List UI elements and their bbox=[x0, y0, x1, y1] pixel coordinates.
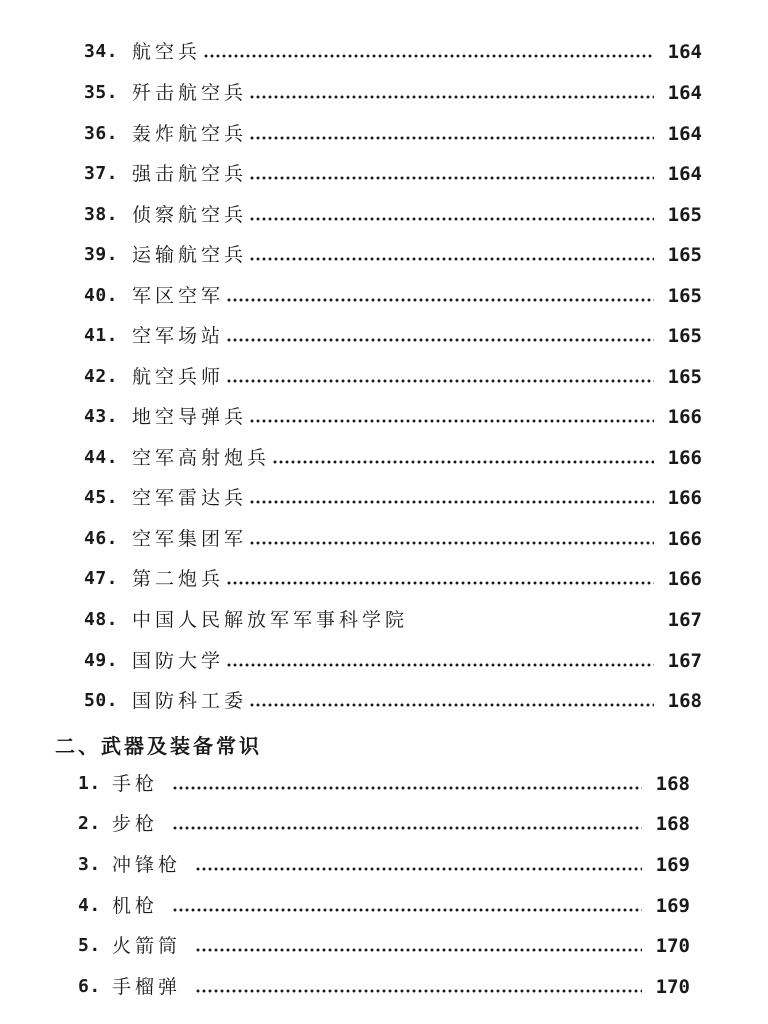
dot-leader bbox=[195, 867, 642, 871]
entry-number: 40. bbox=[84, 285, 119, 306]
entry-title: 中国人民解放军军事科学院 bbox=[132, 609, 409, 631]
entry-number: 45. bbox=[84, 487, 119, 508]
dot-leader bbox=[172, 826, 642, 830]
toc-entry bbox=[84, 158, 702, 190]
entry-page-number: 167 bbox=[667, 650, 702, 672]
entry-page-number: 166 bbox=[667, 487, 702, 509]
entry-page-number: 164 bbox=[667, 123, 702, 145]
entry-page-number: 165 bbox=[667, 325, 702, 347]
entry-page-number: 166 bbox=[667, 406, 702, 428]
entry-number: 5. bbox=[78, 935, 101, 956]
entry-number: 48. bbox=[84, 609, 119, 630]
entry-number: 39. bbox=[84, 244, 119, 265]
entry-title: 航空兵 bbox=[132, 41, 202, 63]
toc-entry bbox=[78, 890, 690, 922]
toc-entry bbox=[84, 482, 702, 514]
entry-number: 38. bbox=[84, 204, 119, 225]
entry-page-number: 164 bbox=[667, 82, 702, 104]
entry-number: 42. bbox=[84, 366, 119, 387]
entry-number: 4. bbox=[78, 895, 101, 916]
entry-number: 47. bbox=[84, 568, 119, 589]
entry-title: 地空导弹兵 bbox=[132, 406, 248, 428]
toc-entry bbox=[84, 199, 702, 231]
entry-title: 轰炸航空兵 bbox=[132, 123, 248, 145]
entry-page-number: 168 bbox=[655, 813, 690, 835]
entry-number: 43. bbox=[84, 406, 119, 427]
dot-leader bbox=[172, 908, 642, 912]
entry-number: 1. bbox=[78, 773, 101, 794]
entry-title: 步枪 bbox=[112, 813, 159, 835]
dot-leader bbox=[272, 460, 654, 464]
toc-entry bbox=[84, 442, 702, 474]
entry-title: 空军集团军 bbox=[132, 528, 248, 550]
entry-page-number: 170 bbox=[655, 976, 690, 998]
entry-number: 49. bbox=[84, 650, 119, 671]
dot-leader bbox=[203, 54, 654, 58]
entry-number: 46. bbox=[84, 528, 119, 549]
toc-entry bbox=[84, 361, 702, 393]
entry-number: 6. bbox=[78, 976, 101, 997]
entry-number: 44. bbox=[84, 447, 119, 468]
toc-entry bbox=[84, 401, 702, 433]
section-heading: 二、武器及装备常识 bbox=[55, 734, 262, 758]
entry-title: 运输航空兵 bbox=[132, 244, 248, 266]
entry-title: 国防大学 bbox=[132, 650, 225, 672]
entry-page-number: 164 bbox=[667, 41, 702, 63]
dot-leader bbox=[226, 298, 654, 302]
entry-title: 军区空军 bbox=[132, 285, 225, 307]
entry-number: 37. bbox=[84, 163, 119, 184]
entry-number: 50. bbox=[84, 690, 119, 711]
entry-page-number: 165 bbox=[667, 204, 702, 226]
entry-title: 火箭筒 bbox=[112, 935, 182, 957]
entry-page-number: 164 bbox=[667, 163, 702, 185]
dot-leader bbox=[195, 989, 642, 993]
dot-leader bbox=[249, 500, 654, 504]
entry-title: 机枪 bbox=[112, 895, 159, 917]
toc-entry bbox=[84, 645, 702, 677]
entry-page-number: 169 bbox=[655, 854, 690, 876]
entry-number: 35. bbox=[84, 82, 119, 103]
entry-page-number: 167 bbox=[667, 609, 702, 631]
entry-number: 41. bbox=[84, 325, 119, 346]
dot-leader bbox=[249, 257, 654, 261]
dot-leader bbox=[195, 948, 642, 952]
toc-entry bbox=[84, 320, 702, 352]
toc-entry bbox=[84, 77, 702, 109]
entry-page-number: 169 bbox=[655, 895, 690, 917]
entry-title: 第二炮兵 bbox=[132, 568, 225, 590]
entry-title: 空军高射炮兵 bbox=[132, 447, 271, 469]
dot-leader bbox=[249, 136, 654, 140]
entry-title: 国防科工委 bbox=[132, 690, 248, 712]
toc-entry bbox=[78, 768, 690, 800]
toc-entry bbox=[84, 239, 702, 271]
toc-entry bbox=[84, 604, 702, 636]
toc-entry bbox=[78, 849, 690, 881]
entry-page-number: 166 bbox=[667, 447, 702, 469]
entry-title: 冲锋枪 bbox=[112, 854, 182, 876]
dot-leader bbox=[172, 786, 642, 790]
dot-leader bbox=[226, 338, 654, 342]
dot-leader bbox=[226, 379, 654, 383]
dot-leader bbox=[249, 176, 654, 180]
entry-page-number: 170 bbox=[655, 935, 690, 957]
entry-number: 36. bbox=[84, 123, 119, 144]
dot-leader bbox=[226, 581, 654, 585]
toc-entry bbox=[84, 523, 702, 555]
dot-leader bbox=[249, 703, 654, 707]
entry-title: 歼击航空兵 bbox=[132, 82, 248, 104]
entry-page-number: 165 bbox=[667, 285, 702, 307]
entry-title: 手枪 bbox=[112, 773, 159, 795]
entry-page-number: 165 bbox=[667, 366, 702, 388]
dot-leader bbox=[249, 217, 654, 221]
entry-page-number: 165 bbox=[667, 244, 702, 266]
toc-entry bbox=[84, 280, 702, 312]
entry-page-number: 168 bbox=[655, 773, 690, 795]
dot-leader bbox=[249, 95, 654, 99]
entry-title: 航空兵师 bbox=[132, 366, 225, 388]
toc-entry bbox=[78, 971, 690, 1003]
toc-entry bbox=[84, 118, 702, 150]
entry-title: 空军雷达兵 bbox=[132, 487, 248, 509]
dot-leader bbox=[249, 541, 654, 545]
toc-entry bbox=[78, 930, 690, 962]
entry-title: 空军场站 bbox=[132, 325, 225, 347]
entry-page-number: 166 bbox=[667, 528, 702, 550]
entry-page-number: 168 bbox=[667, 690, 702, 712]
dot-leader bbox=[249, 419, 654, 423]
entry-number: 2. bbox=[78, 813, 101, 834]
toc-entry bbox=[84, 36, 702, 68]
entry-page-number: 166 bbox=[667, 568, 702, 590]
toc-entry bbox=[84, 563, 702, 595]
entry-title: 强击航空兵 bbox=[132, 163, 248, 185]
entry-number: 3. bbox=[78, 854, 101, 875]
entry-title: 手榴弹 bbox=[112, 976, 182, 998]
dot-leader bbox=[226, 663, 654, 667]
toc-entry bbox=[78, 808, 690, 840]
entry-number: 34. bbox=[84, 41, 119, 62]
entry-title: 侦察航空兵 bbox=[132, 204, 248, 226]
toc-entry bbox=[84, 685, 702, 717]
